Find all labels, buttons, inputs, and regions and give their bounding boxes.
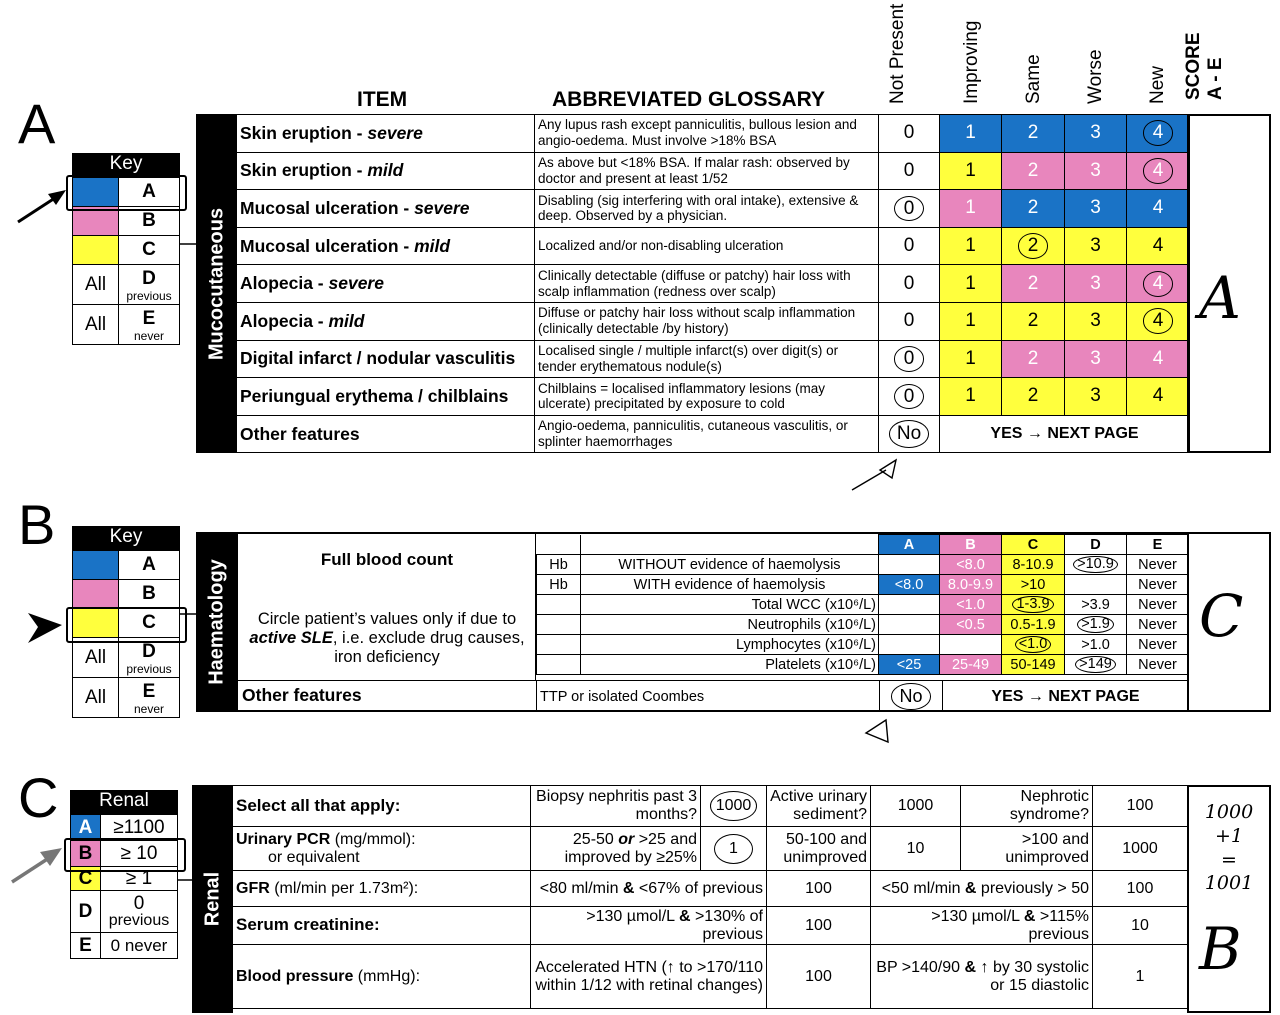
score-cell-not-present[interactable]: 0 xyxy=(879,227,940,265)
fbc-row-label: Total WCC (x10⁶/L) xyxy=(581,595,879,615)
fbc-col-header: B xyxy=(940,535,1002,555)
glossary-header: ABBREVIATED GLOSSARY xyxy=(552,88,826,111)
key-letter-e: E never xyxy=(119,305,180,345)
score-cell-worse[interactable]: 3 xyxy=(1065,265,1127,303)
key-swatch-blue xyxy=(73,551,119,580)
score-cell-not-present[interactable]: 0 xyxy=(879,115,940,153)
renal-key-value-b: ≥ 10 xyxy=(101,841,178,867)
score-cell-improving[interactable]: 1 xyxy=(940,340,1002,378)
fbc-value-cell[interactable]: >3.9 xyxy=(1065,595,1127,615)
score-cell-not-present[interactable]: 0 xyxy=(879,302,940,340)
score-cell-same[interactable]: 2 xyxy=(1002,152,1065,190)
score-cell-improving[interactable]: 1 xyxy=(940,302,1002,340)
item-label: Alopecia - mild xyxy=(237,302,535,340)
haem-other-gloss: TTP or isolated Coombes xyxy=(536,681,880,712)
mucocutaneous-row xyxy=(237,227,1190,265)
renal-bp-score-2[interactable]: 1 xyxy=(1093,945,1188,1009)
score-cell-worse[interactable]: 3 xyxy=(1065,152,1127,190)
haematology-score: C xyxy=(1199,582,1244,650)
score-cell-improving[interactable]: 1 xyxy=(940,378,1002,416)
score-cell-improving[interactable]: 1 xyxy=(940,115,1002,153)
renal-creatinine-criterion-1: >130 µmol/L & >130% of previous xyxy=(531,907,767,945)
glossary-text: Localised single / multiple infarct(s) over digit(s) or tender erythematous nodule(s) xyxy=(535,340,879,378)
col-header-improving: Improving xyxy=(961,20,982,104)
glossary-text: Any lupus rash except panniculitis, bullous lesion and angio-oedema. Must involve >18% BSA xyxy=(535,115,879,153)
fbc-value-cell[interactable]: >1.9 xyxy=(1065,615,1127,635)
renal-key-value-d: 0 previous xyxy=(101,891,178,933)
score-cell-new[interactable]: 4 xyxy=(1127,152,1190,190)
renal-gfr-score-1[interactable]: 100 xyxy=(767,871,871,907)
mucocutaneous-row xyxy=(237,302,1190,340)
score-cell-improving[interactable]: 1 xyxy=(940,190,1002,228)
renal-creatinine-criterion-2: >130 µmol/L & >115% previous xyxy=(871,907,1093,945)
item-label: Digital infarct / nodular vasculitis xyxy=(237,340,535,378)
key-letter-c: C xyxy=(119,236,180,265)
haematology-score-cell[interactable] xyxy=(1187,532,1271,712)
item-label: Mucosal ulceration - severe xyxy=(237,190,535,228)
score-cell-new[interactable]: 4 xyxy=(1127,378,1190,416)
key-swatch-pink xyxy=(73,580,119,609)
key-all-e: All xyxy=(73,678,119,718)
score-cell-improving[interactable]: 1 xyxy=(940,265,1002,303)
renal-score: B xyxy=(1199,915,1242,983)
mucocutaneous-table xyxy=(236,114,1190,453)
renal-pcr-label: Urinary PCR (mg/mmol): or equivalent xyxy=(233,827,531,871)
fbc-row-label: WITHOUT evidence of haemolysis xyxy=(581,555,879,575)
score-cell-new[interactable]: 4 xyxy=(1127,227,1190,265)
renal-creatinine-label: Serum creatinine: xyxy=(233,907,531,945)
key-letter-c: C xyxy=(119,609,180,638)
key-title: Key xyxy=(72,153,180,177)
panel-label-a: A xyxy=(18,92,56,155)
col-header-same: Same xyxy=(1023,54,1044,104)
score-cell-not-present[interactable]: 0 xyxy=(879,265,940,303)
fbc-value-cell[interactable]: Never xyxy=(1127,655,1189,675)
key-letter-d: D previous xyxy=(119,265,180,305)
fbc-value-cell[interactable]: 8.0-9.9 xyxy=(940,575,1002,595)
score-cell-new[interactable]: 4 xyxy=(1127,340,1190,378)
fbc-row xyxy=(537,595,1189,615)
fbc-value-cell[interactable]: <1.0 xyxy=(940,595,1002,615)
item-label: Skin eruption - severe xyxy=(237,115,535,153)
fbc-row-prefix xyxy=(537,635,581,655)
mucocutaneous-row xyxy=(237,152,1190,190)
score-cell-improving[interactable]: 1 xyxy=(940,227,1002,265)
fbc-row xyxy=(537,635,1189,655)
fbc-value-cell[interactable]: 25-49 xyxy=(940,655,1002,675)
renal-creatinine-score-2[interactable]: 10 xyxy=(1093,907,1188,945)
score-cell-not-present[interactable]: 0 xyxy=(879,190,940,228)
renal-sediment-criterion: Active urinary sediment? xyxy=(767,786,871,827)
score-cell-new[interactable]: 4 xyxy=(1127,115,1190,153)
mucocutaneous-score-cell[interactable] xyxy=(1187,114,1271,453)
fbc-row-label: Lymphocytes (x10⁶/L) xyxy=(581,635,879,655)
key-all-e: All xyxy=(73,305,119,345)
fbc-col-header: D xyxy=(1065,535,1127,555)
fbc-value-cell[interactable] xyxy=(879,595,940,615)
renal-gfr-criterion-1: <80 ml/min & <67% of previous xyxy=(531,871,767,907)
renal-key-highlight-box xyxy=(64,838,186,872)
fbc-row-label: WITH evidence of haemolysis xyxy=(581,575,879,595)
renal-key-title: Renal xyxy=(70,790,178,814)
fbc-row-label: Platelets (x10⁶/L) xyxy=(581,655,879,675)
renal-key-letter-e: E xyxy=(71,933,101,959)
score-cell-same[interactable]: 2 xyxy=(1002,227,1065,265)
fbc-value-cell[interactable]: <8.0 xyxy=(879,575,940,595)
fbc-row xyxy=(537,615,1189,635)
renal-pcr-score-3[interactable]: 1000 xyxy=(1093,827,1188,871)
fbc-row-prefix: Hb xyxy=(537,555,581,575)
fbc-value-cell[interactable]: <8.0 xyxy=(940,555,1002,575)
score-cell-new[interactable]: 4 xyxy=(1127,265,1190,303)
item-header: ITEM xyxy=(357,88,408,111)
score-cell-new[interactable]: 4 xyxy=(1127,302,1190,340)
panel-label-b: B xyxy=(18,493,56,556)
renal-pcr-criterion-2: 50-100 and unimproved xyxy=(767,827,871,871)
renal-biopsy-score[interactable]: 1000 xyxy=(701,786,767,827)
score-cell-same[interactable]: 2 xyxy=(1002,378,1065,416)
renal-bp-score-1[interactable]: 100 xyxy=(767,945,871,1009)
fbc-col-header: E xyxy=(1127,535,1189,555)
fbc-row xyxy=(537,555,1189,575)
key-highlight-box xyxy=(66,607,187,643)
fbc-value-cell[interactable]: >149 xyxy=(1065,655,1127,675)
fbc-row xyxy=(537,655,1189,675)
fbc-value-cell[interactable] xyxy=(879,635,940,655)
renal-score-working: 1000 +1 = 1001 xyxy=(1204,801,1254,895)
fbc-row xyxy=(537,575,1189,595)
fbc-grid xyxy=(536,534,1189,675)
fbc-value-cell[interactable]: Never xyxy=(1127,575,1189,595)
key-letter-e: E never xyxy=(119,678,180,718)
fbc-row-label: Neutrophils (x10⁶/L) xyxy=(581,615,879,635)
score-cell-not-present[interactable]: 0 xyxy=(879,340,940,378)
fbc-value-cell[interactable] xyxy=(879,555,940,575)
item-label: Skin eruption - mild xyxy=(237,152,535,190)
renal-creatinine-score-1[interactable]: 100 xyxy=(767,907,871,945)
score-cell-worse[interactable]: 3 xyxy=(1065,190,1127,228)
glossary-text: Chilblains = localised inflammatory lesions (may ulcerate) precipitated by exposure to cold xyxy=(535,378,879,416)
col-header-not-present: Not Present xyxy=(887,3,908,104)
key-letter-a: A xyxy=(119,551,180,580)
col-header-worse: Worse xyxy=(1085,49,1106,104)
renal-key-value-a: ≥1100 xyxy=(101,815,178,841)
fbc-value-cell[interactable]: 50-149 xyxy=(1002,655,1065,675)
renal-side-label: Renal xyxy=(192,785,233,1013)
fbc-col-header: A xyxy=(879,535,940,555)
fbc-col-header: C xyxy=(1002,535,1065,555)
haem-other-no[interactable]: No xyxy=(880,683,942,710)
mucocutaneous-row xyxy=(237,115,1190,153)
renal-key-value-e: 0 never xyxy=(101,933,178,959)
fbc-value-cell[interactable] xyxy=(879,615,940,635)
glossary-text: Diffuse or patchy hair loss without scalp inflammation (clinically detectable /by history) xyxy=(535,302,879,340)
mucocutaneous-row xyxy=(237,190,1190,228)
key-highlight-box xyxy=(66,175,187,211)
renal-sediment-score[interactable]: 1000 xyxy=(871,786,961,827)
fbc-row-prefix xyxy=(537,595,581,615)
fbc-value-cell[interactable]: Never xyxy=(1127,635,1189,655)
haematology-side-label: Haematology xyxy=(196,532,237,712)
fbc-row-prefix xyxy=(537,655,581,675)
other-features-no[interactable]: No xyxy=(879,415,940,453)
item-label: Periungual erythema / chilblains xyxy=(237,378,535,416)
mucocutaneous-row xyxy=(237,265,1190,303)
renal-gfr-criterion-2: <50 ml/min & previously > 50 xyxy=(871,871,1093,907)
mucocutaneous-row xyxy=(237,378,1190,416)
mucocutaneous-row xyxy=(237,415,1190,453)
fbc-row-prefix: Hb xyxy=(537,575,581,595)
score-cell-worse[interactable]: 3 xyxy=(1065,302,1127,340)
renal-bp-criterion-1: Accelerated HTN (↑ to >170/110 within 1/12 with retinal changes) xyxy=(531,945,767,1009)
key-letter-b: B xyxy=(119,580,180,609)
glossary-text: Localized and/or non-disabling ulceration xyxy=(535,227,879,265)
fbc-value-cell[interactable]: <0.5 xyxy=(940,615,1002,635)
fbc-value-cell[interactable]: <1.0 xyxy=(1002,635,1065,655)
score-cell-not-present[interactable]: 0 xyxy=(879,378,940,416)
fbc-value-cell[interactable]: 1-3.9 xyxy=(1002,595,1065,615)
renal-bp-label: Blood pressure (mmHg): xyxy=(233,945,531,1009)
fbc-value-cell[interactable]: Never xyxy=(1127,595,1189,615)
haem-other-row xyxy=(238,680,1188,712)
renal-pcr-score-2[interactable]: 10 xyxy=(871,827,961,871)
fbc-value-cell[interactable] xyxy=(940,635,1002,655)
mucocutaneous-score: A xyxy=(1199,264,1241,332)
score-cell-same[interactable]: 2 xyxy=(1002,265,1065,303)
fbc-value-cell[interactable]: 8-10.9 xyxy=(1002,555,1065,575)
score-cell-same[interactable]: 2 xyxy=(1002,302,1065,340)
column-headers xyxy=(885,0,1185,104)
fbc-value-cell[interactable]: >10 xyxy=(1002,575,1065,595)
score-cell-worse[interactable]: 3 xyxy=(1065,227,1127,265)
renal-key-letter-a: A xyxy=(71,815,101,841)
item-label: Mucosal ulceration - mild xyxy=(237,227,535,265)
fbc-value-cell[interactable] xyxy=(1065,575,1127,595)
key-letter-b: B xyxy=(119,207,180,236)
renal-select-label: Select all that apply: xyxy=(233,786,531,827)
key-letter-a: A xyxy=(119,178,180,207)
key-title: Key xyxy=(72,526,180,550)
renal-gfr-score-2[interactable]: 100 xyxy=(1093,871,1188,907)
fbc-title: Full blood count xyxy=(320,550,454,569)
key-swatch-yellow xyxy=(73,236,119,265)
haem-other-yes[interactable]: YES → NEXT PAGE xyxy=(942,681,1188,712)
score-cell-same[interactable]: 2 xyxy=(1002,190,1065,228)
item-label: Other features xyxy=(237,415,535,453)
renal-nephrotic-criterion: Nephrotic syndrome? xyxy=(961,786,1093,827)
score-cell-worse[interactable]: 3 xyxy=(1065,378,1127,416)
fbc-note: Circle patient’s values only if due to active SLE, i.e. exclude drug causes, iron deficiency xyxy=(249,610,525,666)
glossary-text: Disabling (sig interfering with oral intake), extensive & deep. Observed by a physician. xyxy=(535,190,879,228)
glossary-text: Angio-oedema, panniculitis, cutaneous vasculitis, or splinter haemorrhages xyxy=(535,415,879,453)
renal-key xyxy=(70,790,178,959)
key-all-d: All xyxy=(73,638,119,678)
renal-key-letter-c: C xyxy=(71,867,101,891)
fbc-value-cell[interactable]: <25 xyxy=(879,655,940,675)
renal-bp-criterion-2: BP >140/90 & ↑ by 30 systolic or 15 diastolic xyxy=(871,945,1093,1009)
haem-other-label: Other features xyxy=(242,685,362,705)
item-label: Alopecia - severe xyxy=(237,265,535,303)
fbc-value-cell[interactable]: Never xyxy=(1127,555,1189,575)
fbc-value-cell[interactable]: 0.5-1.9 xyxy=(1002,615,1065,635)
glossary-text: Clinically detectable (diffuse or patchy) hair loss with scalp inflammation (redness over scalp) xyxy=(535,265,879,303)
score-cell-new[interactable]: 4 xyxy=(1127,190,1190,228)
other-features-yes[interactable]: YES → NEXT PAGE xyxy=(940,415,1190,453)
fbc-row-prefix xyxy=(537,615,581,635)
fbc-value-cell[interactable]: Never xyxy=(1127,615,1189,635)
renal-pcr-criterion-3: >100 and unimproved xyxy=(961,827,1093,871)
renal-table xyxy=(232,785,1188,1009)
glossary-text: As above but <18% BSA. If malar rash: observed by doctor and present at least 1/52 xyxy=(535,152,879,190)
key-all-d: All xyxy=(73,265,119,305)
score-cell-worse[interactable]: 3 xyxy=(1065,340,1127,378)
renal-score-cell[interactable] xyxy=(1187,785,1271,1013)
renal-pcr-criterion-1: 25-50 or >25 and improved by ≥25% xyxy=(531,827,701,871)
fbc-label-cell xyxy=(238,534,536,680)
score-cell-improving[interactable]: 1 xyxy=(940,152,1002,190)
score-cell-worse[interactable]: 3 xyxy=(1065,115,1127,153)
renal-biopsy-criterion: Biopsy nephritis past 3 months? xyxy=(531,786,701,827)
panel-label-c: C xyxy=(18,766,59,829)
renal-key-letter-b: B xyxy=(71,841,101,867)
score-cell-same[interactable]: 2 xyxy=(1002,340,1065,378)
score-cell-same[interactable]: 2 xyxy=(1002,115,1065,153)
renal-key-letter-d: D xyxy=(71,891,101,933)
renal-key-value-c: ≥ 1 xyxy=(101,867,178,891)
fbc-value-cell[interactable]: >1.0 xyxy=(1065,635,1127,655)
score-cell-not-present[interactable]: 0 xyxy=(879,152,940,190)
renal-nephrotic-score[interactable]: 100 xyxy=(1093,786,1188,827)
renal-gfr-label: GFR (ml/min per 1.73m²): xyxy=(233,871,531,907)
col-header-new: New xyxy=(1147,65,1168,104)
mucocutaneous-row xyxy=(237,340,1190,378)
key-letter-d: D previous xyxy=(119,638,180,678)
mucocutaneous-side-label: Mucocutaneous xyxy=(196,114,237,453)
renal-pcr-score-1[interactable]: 1 xyxy=(701,827,767,871)
fbc-value-cell[interactable]: >10.9 xyxy=(1065,555,1127,575)
haematology-table xyxy=(236,532,1189,712)
